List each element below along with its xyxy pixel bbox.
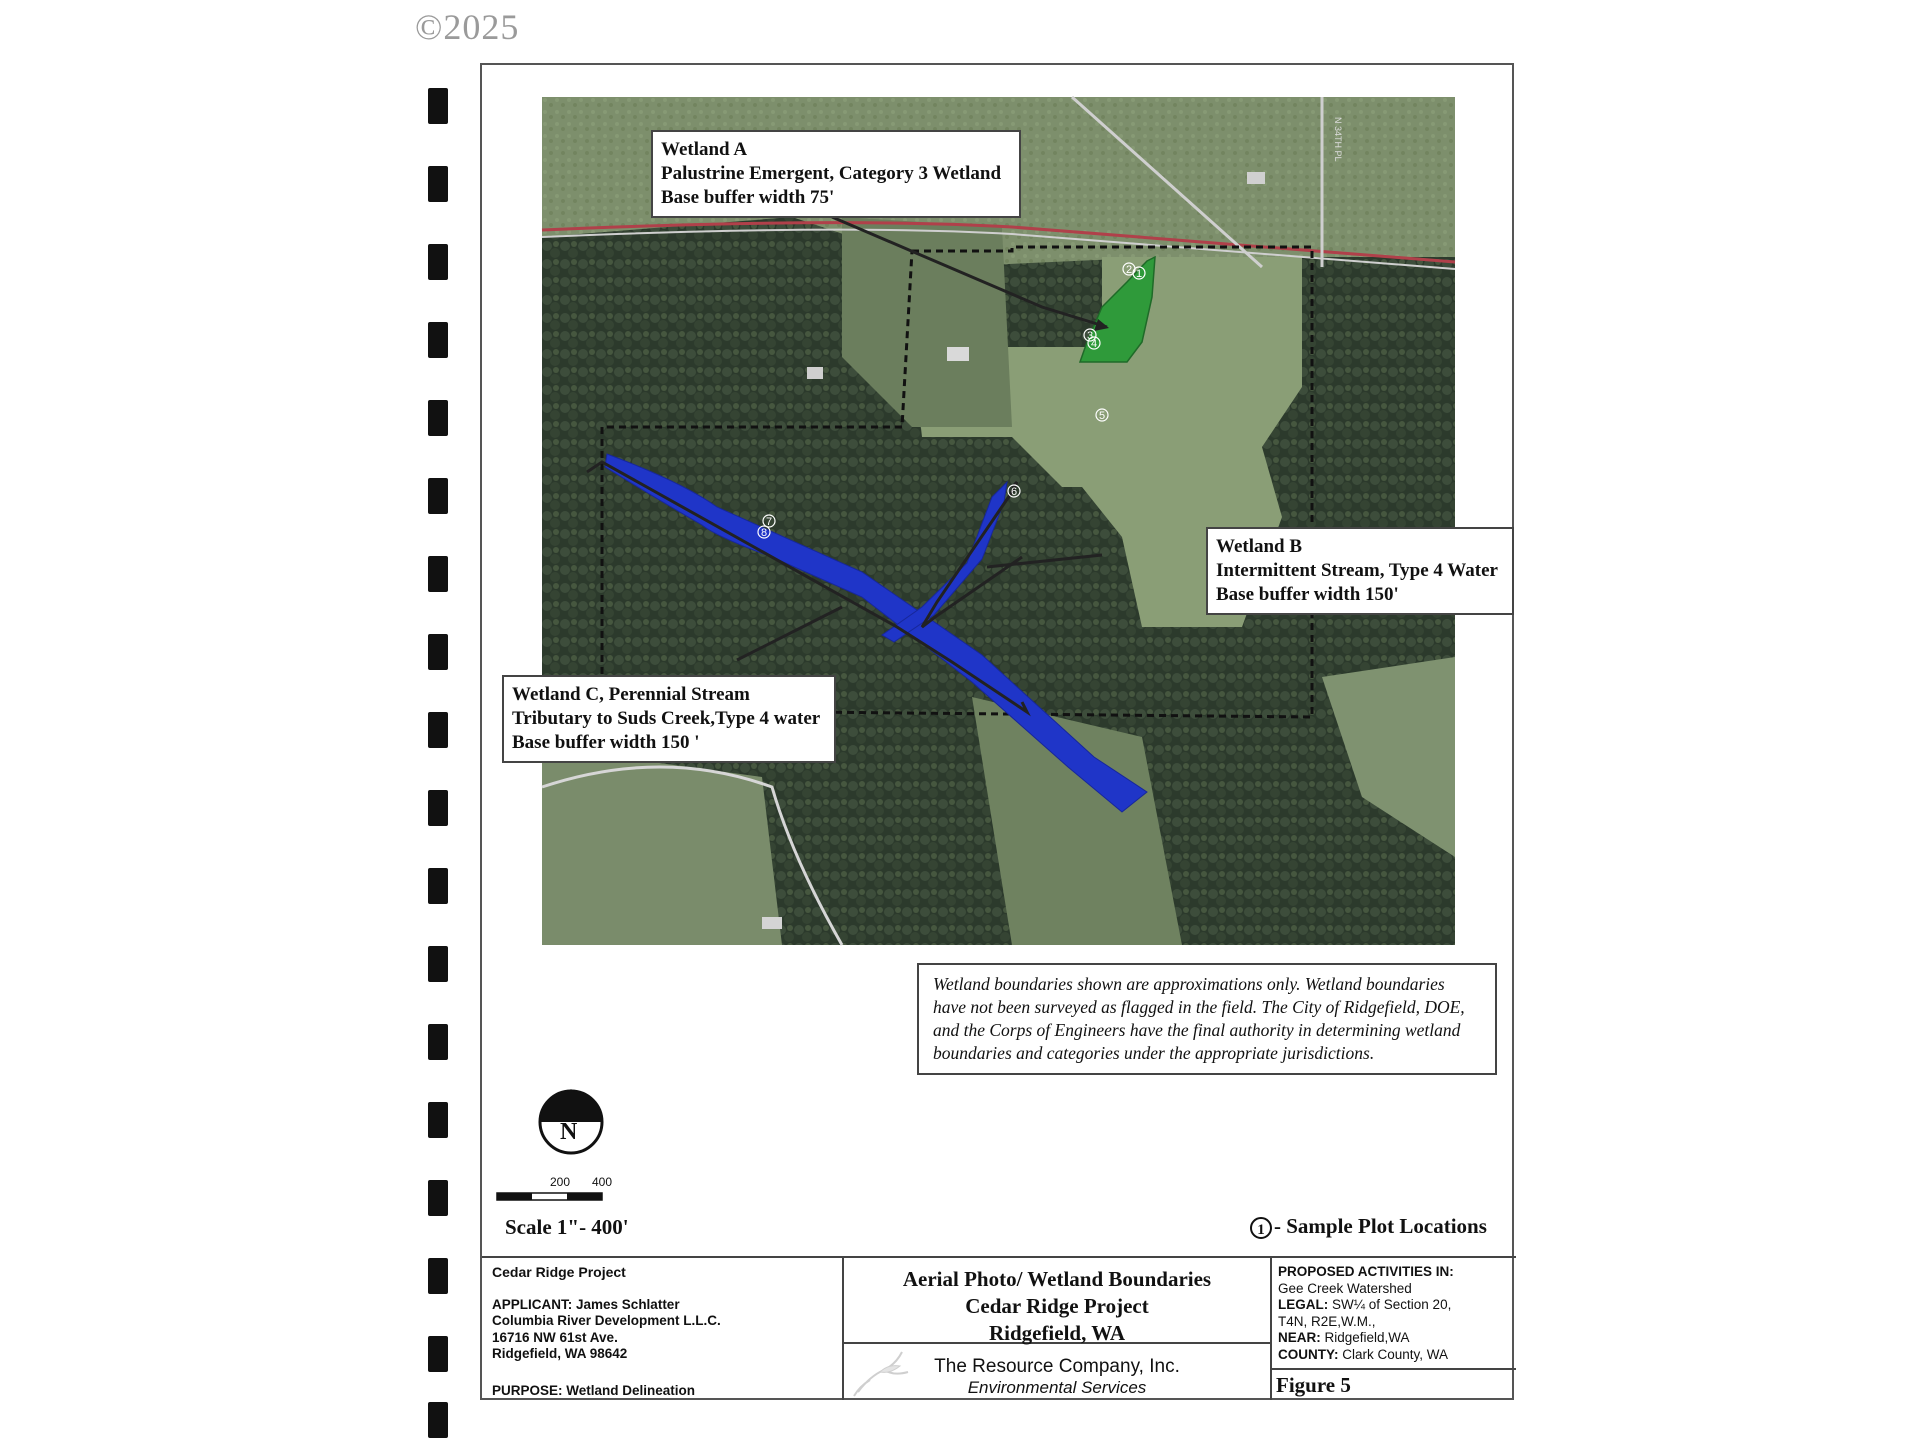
building [947, 347, 969, 361]
sample-plot-2: 2 [1125, 264, 1133, 276]
binder-hole [428, 868, 448, 904]
figure-title-cell [844, 1258, 1272, 1400]
binder-hole [428, 244, 448, 280]
binder-hole [428, 634, 448, 670]
figure-number: Figure 5 [1272, 1368, 1516, 1400]
purpose-label: PURPOSE: [492, 1382, 563, 1398]
note-line: have not been surveyed as flagged in the field. The City of Ridgefield, DOE, [933, 997, 1465, 1017]
sample-plot-legend [1250, 1214, 1487, 1239]
sample-plot-5: 5 [1098, 410, 1106, 422]
sample-plot-3: 3 [1086, 330, 1094, 342]
applicant-city: Ridgefield, WA 98642 [492, 1346, 628, 1361]
legal-label: LEGAL: [1278, 1297, 1329, 1312]
note-line: and the Corps of Engineers have the final authority in determining wetland [933, 1020, 1461, 1040]
binder-hole [428, 1180, 448, 1216]
binder-hole [428, 88, 448, 124]
figure-title [844, 1258, 1270, 1344]
legal-line2: T4N, R2E,W.M., [1278, 1313, 1376, 1329]
firm-subtitle: Environmental Services [967, 1378, 1147, 1397]
project-name: Cedar Ridge Project [492, 1264, 626, 1280]
firm-name: The Resource Company, Inc. [934, 1356, 1180, 1377]
wetland-a-callout [651, 130, 1021, 218]
applicant-cell [482, 1258, 844, 1400]
disclaimer-note [917, 963, 1497, 1075]
watershed: Gee Creek Watershed [1278, 1280, 1412, 1296]
applicant-address: 16716 NW 61st Ave. [492, 1329, 618, 1345]
binder-hole [428, 712, 448, 748]
applicant-name: James Schlatter [576, 1296, 680, 1312]
legend-symbol: 1 [1250, 1217, 1272, 1239]
scale-tick-200: 200 [550, 1175, 571, 1189]
wetland-a-classification: Palustrine Emergent, Category 3 Wetland [661, 163, 1002, 184]
figure-title-line2: Cedar Ridge Project [965, 1294, 1149, 1318]
binder-hole [428, 1336, 448, 1372]
scale-tick-400: 400 [592, 1175, 613, 1189]
scale-bar [497, 1175, 613, 1203]
binder-hole [428, 322, 448, 358]
sample-plot-8: 8 [760, 527, 768, 539]
sample-plot-7: 7 [765, 516, 773, 528]
sample-plot-1: 1 [1135, 268, 1143, 280]
binder-hole [428, 166, 448, 202]
wetland-b-buffer: Base buffer width 150' [1216, 584, 1399, 605]
wetland-b-title: Wetland B [1216, 536, 1303, 557]
wetland-c-title: Wetland C, Perennial Stream [512, 684, 750, 705]
building [762, 917, 782, 929]
county-value: Clark County, WA [1342, 1346, 1449, 1362]
scale-label: Scale 1"- 400' [505, 1215, 629, 1239]
wetland-b-classification: Intermittent Stream, Type 4 Water [1216, 560, 1498, 581]
legend-label: - Sample Plot Locations [1274, 1214, 1487, 1238]
binder-hole [428, 946, 448, 982]
building [1247, 172, 1265, 184]
binder-hole [428, 1402, 448, 1438]
proposed-label: PROPOSED ACTIVITIES IN: [1278, 1264, 1454, 1279]
wetland-a-buffer: Base buffer width 75' [661, 187, 835, 208]
legal-cell [1272, 1258, 1516, 1400]
near-value: Ridgefield,WA [1324, 1330, 1410, 1345]
figure-title-line3: Ridgefield, WA [988, 1321, 1126, 1345]
wetland-c-callout [502, 675, 836, 763]
copyright-watermark: ©2025 [415, 7, 520, 47]
binder-hole [428, 1258, 448, 1294]
binder-hole [428, 1102, 448, 1138]
wetland-c-classification: Tributary to Suds Creek,Type 4 water [512, 708, 821, 729]
binder-hole [428, 790, 448, 826]
binder-hole [428, 1024, 448, 1060]
title-block [482, 1256, 1516, 1400]
legal-line1: SW¼ of Section 20, [1332, 1297, 1452, 1312]
applicant-company: Columbia River Development L.L.C. [492, 1313, 721, 1328]
note-line: boundaries and categories under the appropriate jurisdictions. [933, 1043, 1375, 1063]
near-label: NEAR: [1278, 1330, 1321, 1345]
north-arrow-icon [538, 1089, 604, 1155]
figure-title-line1: Aerial Photo/ Wetland Boundaries [902, 1267, 1212, 1291]
north-letter: N [560, 1119, 578, 1145]
purpose-value: Wetland Delineation [566, 1382, 696, 1398]
wetland-a-title: Wetland A [661, 139, 748, 160]
building [807, 367, 823, 379]
wetland-b-callout [1206, 527, 1514, 615]
note-line: Wetland boundaries shown are approximations only. Wetland boundaries [933, 974, 1445, 994]
road-label: N 34TH PL [1333, 117, 1343, 162]
sample-plot-6: 6 [1010, 486, 1018, 498]
binder-hole [428, 400, 448, 436]
county-label: COUNTY: [1278, 1346, 1339, 1362]
binder-hole [428, 556, 448, 592]
sample-plot-4: 4 [1090, 338, 1098, 350]
aerial-map [542, 97, 1455, 945]
binder-hole [428, 478, 448, 514]
wetland-c-buffer: Base buffer width 150 ' [512, 732, 700, 753]
applicant-label: APPLICANT: [492, 1296, 573, 1312]
